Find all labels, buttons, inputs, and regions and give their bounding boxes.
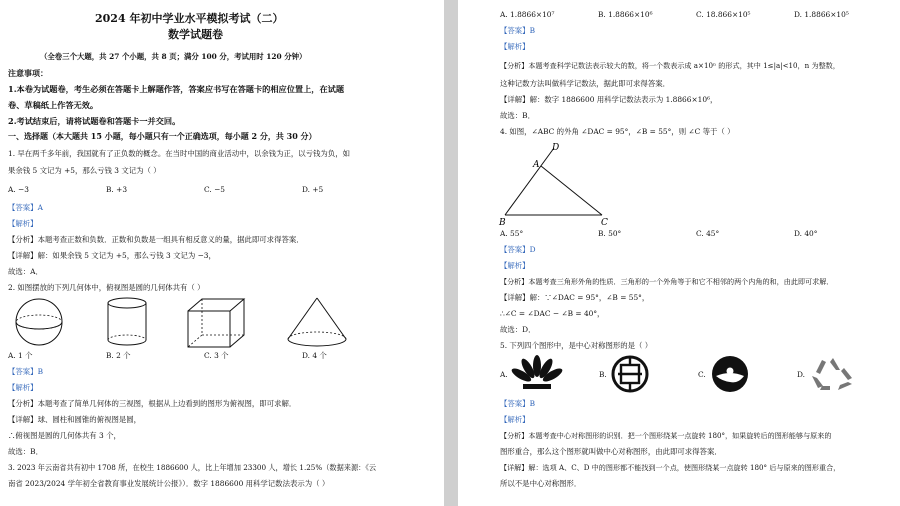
section-heading: 一、选择题（本大题共 15 小题，每小题只有一个正确选项，每小题 2 分，共 30 分） bbox=[8, 131, 317, 141]
q4-text: 4. 如图，∠ABC 的外角 ∠DAC = 95°，∠B = 55°，则 ∠C 等于（ ） bbox=[500, 127, 735, 136]
q4-option-d: D. 40° bbox=[794, 229, 818, 238]
recycle-logo-figure bbox=[808, 354, 858, 394]
q2-analysis-tag: 【解析】 bbox=[8, 383, 38, 392]
cone-figure bbox=[284, 295, 350, 349]
q1-analysis-tag: 【解析】 bbox=[8, 219, 38, 228]
q5-option-d-label: D. bbox=[797, 370, 806, 379]
vertex-label-b: B bbox=[499, 218, 506, 226]
circle-logo-figure bbox=[710, 354, 750, 394]
q5-analysis-b: 图形重合，那么这个图形就叫做中心对称图形，由此即可求得答案． bbox=[500, 447, 722, 456]
cylinder-figure bbox=[104, 295, 150, 349]
q1-option-a: A. −3 bbox=[8, 185, 29, 194]
q2-option-d: D. 4 个 bbox=[302, 351, 327, 360]
q4-therefore: ∴∠C = ∠DAC − ∠B = 40°， bbox=[500, 309, 605, 318]
q2-option-c: C. 3 个 bbox=[204, 351, 229, 360]
page-left[interactable] bbox=[0, 0, 444, 506]
q3-option-a: A. 1.8866×10⁷ bbox=[500, 10, 555, 19]
q3-analysis-tag: 【解析】 bbox=[500, 42, 530, 51]
notice-heading: 注意事项： bbox=[8, 68, 48, 78]
q5-detail-a: 【详解】解：选项 A、C、D 中的图形都不能找到一个点，使图形绕某一点旋转 180° 后与原来的图形重合， bbox=[500, 463, 841, 472]
q2-detail: 【详解】球、圆柱和圆锥的俯视图是圆， bbox=[8, 415, 142, 424]
q3-option-c: C. 18.866×10⁵ bbox=[696, 10, 751, 19]
q4-answer: 【答案】D bbox=[500, 245, 536, 254]
q1-option-b: B. +3 bbox=[106, 185, 128, 194]
cube-figure bbox=[186, 297, 248, 349]
q4-analysis-tag: 【解析】 bbox=[500, 261, 530, 270]
q5-option-a-label: A. bbox=[500, 370, 508, 379]
q5-answer: 【答案】B bbox=[500, 399, 535, 408]
q3-option-d: D. 1.8866×10⁵ bbox=[794, 10, 849, 19]
notice-1a: 1.本卷为试题卷，考生必须在答题卡上解题作答，答案应书写在答题卡的相应位置上，在试题 bbox=[8, 84, 345, 94]
q2-option-b: B. 2 个 bbox=[106, 351, 131, 360]
q3-conclusion: 故选：B． bbox=[500, 111, 535, 120]
q3-analysis-b: 这种记数方法叫做科学记数法，据此即可求得答案． bbox=[500, 79, 670, 88]
q3-answer: 【答案】B bbox=[500, 26, 535, 35]
q5-option-b-label: B. bbox=[599, 370, 607, 379]
q2-analysis: 【分析】本题考查了简单几何体的三视图，根据从上边看到的图形为俯视图，即可求解． bbox=[8, 399, 297, 408]
triangle-figure bbox=[498, 140, 618, 226]
vertex-label-d: D bbox=[552, 143, 560, 153]
q4-detail: 【详解】解：∵∠DAC = 95°，∠B = 55°， bbox=[500, 293, 650, 302]
page-separator bbox=[444, 0, 458, 506]
bank-logo-figure bbox=[610, 354, 650, 394]
q4-conclusion: 故选：D． bbox=[500, 325, 536, 334]
q1-analysis: 【分析】本题考查正数和负数．正数和负数是一组具有相反意义的量，据此即可求得答案． bbox=[8, 235, 304, 244]
q2-therefore: ∴俯视图是圆的几何体共有 3 个， bbox=[8, 431, 121, 440]
q1-option-d: D. +5 bbox=[302, 185, 324, 194]
q1-option-c: C. −5 bbox=[204, 185, 225, 194]
notice-2: 2.考试结束后，请将试题卷和答题卡一并交回。 bbox=[8, 116, 181, 126]
q1-conclusion: 故选：A． bbox=[8, 267, 43, 276]
q3-detail: 【详解】解：数字 1886600 用科学记数法表示为 1.8866×10⁶， bbox=[500, 95, 718, 104]
exam-subtitle: 数学试题卷 bbox=[168, 28, 223, 41]
q1-text-b: 果余钱 5 文记为 +5，那么亏钱 3 文记为（ ） bbox=[8, 166, 161, 175]
shell-logo-figure bbox=[510, 354, 564, 394]
exam-title: 2024 年初中学业水平模拟考试（二） bbox=[95, 12, 284, 25]
q2-text: 2. 如图摆放的下列几何体中，俯视图是圆的几何体共有（ ） bbox=[8, 283, 205, 292]
q4-option-a: A. 55° bbox=[500, 229, 524, 238]
page-right[interactable] bbox=[458, 0, 900, 506]
q5-analysis-a: 【分析】本题考查中心对称图形的识别．把一个图形绕某一点旋转 180°，如果旋转后的图形能够与原来的 bbox=[500, 431, 832, 440]
notice-1b: 卷、草稿纸上作答无效。 bbox=[8, 100, 99, 110]
q3-text-b: 南省 2023/2024 学年初全省教育事业发展统计公报》）．数字 1886600 用科学记数法表示为（ ） bbox=[8, 479, 330, 488]
q3-text-a: 3. 2023 年云南省共有初中 1708 所，在校生 1886600 人，比上年增加 23300 人，增长 1.25%（数据来源：《云 bbox=[8, 463, 377, 472]
q1-text-a: 1. 早在两千多年前，我国就有了正负数的概念。在当时中国的商业活动中，以余钱为正，以亏钱为负，如 bbox=[8, 149, 350, 158]
q2-answer: 【答案】B bbox=[8, 367, 43, 376]
q3-option-b: B. 1.8866×10⁶ bbox=[598, 10, 653, 19]
q4-option-b: B. 50° bbox=[598, 229, 622, 238]
q4-analysis: 【分析】本题考查三角形外角的性质．三角形的一个外角等于和它不相邻的两个内角的和，由此即可求解． bbox=[500, 277, 834, 286]
q4-option-c: C. 45° bbox=[696, 229, 720, 238]
q5-text: 5. 下列四个图形中，是中心对称图形的是（ ） bbox=[500, 341, 653, 350]
sphere-figure bbox=[8, 297, 70, 347]
vertex-label-a: A bbox=[533, 160, 540, 170]
q1-answer: 【答案】A bbox=[8, 203, 43, 212]
q2-conclusion: 故选：B． bbox=[8, 447, 43, 456]
q2-option-a: A. 1 个 bbox=[8, 351, 33, 360]
q3-analysis-a: 【分析】本题考查科学记数法表示较大的数，将一个数表示成 a×10ⁿ 的形式，其中 1≤|a|<10，n 为整数， bbox=[500, 61, 840, 70]
vertex-label-c: C bbox=[601, 218, 608, 226]
q5-analysis-tag: 【解析】 bbox=[500, 415, 530, 424]
exam-info: （全卷三个大题，共 27 个小题，共 8 页；满分 100 分，考试用时 120 分钟） bbox=[40, 52, 307, 61]
q5-option-c-label: C. bbox=[698, 370, 706, 379]
q1-detail: 【详解】解：如果余钱 5 文记为 +5，那么亏钱 3 文记为 −3， bbox=[8, 251, 216, 260]
q5-detail-b: 所以不是中心对称图形． bbox=[500, 479, 582, 488]
